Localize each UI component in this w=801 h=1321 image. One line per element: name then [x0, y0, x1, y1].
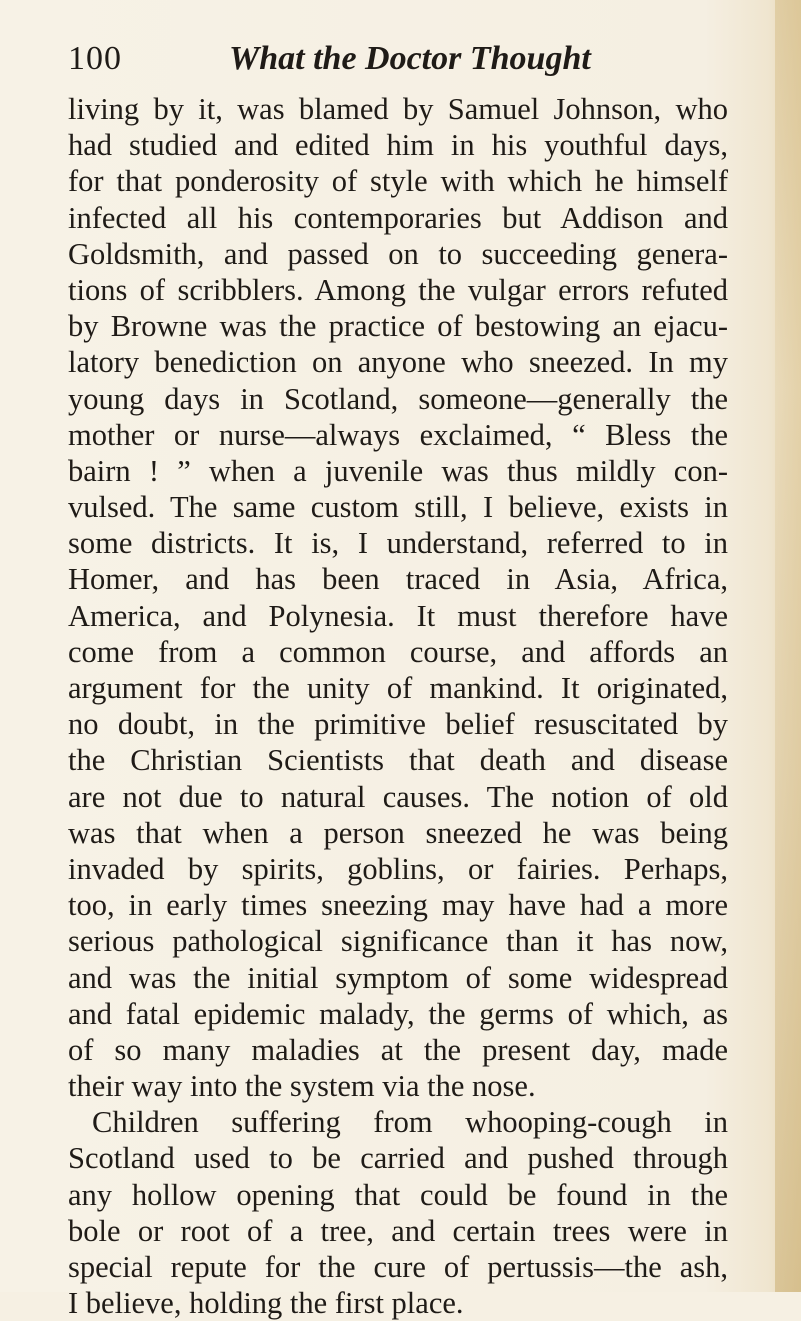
text-line: America, and Polynesia. It must therefore have	[68, 598, 728, 633]
text-line: young days in Scotland, someone—generally the	[68, 381, 728, 416]
paragraph	[68, 1104, 728, 1321]
page-number: 100	[68, 40, 122, 77]
text-line: the Christian Scientists that death and disease	[68, 743, 728, 778]
text-line: had studied and edited him in his youthful days,	[68, 128, 728, 163]
text-line: argument for the unity of mankind. It originated,	[68, 671, 728, 705]
text-line: serious pathological significance than it has now,	[68, 924, 728, 959]
text-line: and was the initial symptom of some widespread	[68, 960, 728, 995]
text-line: Homer, and has been traced in Asia, Africa,	[68, 562, 728, 597]
text-line: mother or nurse—always exclaimed, “ Bless the	[68, 417, 728, 452]
text-line: come from a common course, and affords an	[68, 634, 728, 669]
text-line: tions of scribblers. Among the vulgar errors refuted	[68, 272, 728, 307]
text-line: latory benediction on anyone who sneezed. In my	[68, 345, 728, 380]
text-line: too, in early times sneezing may have had a more	[68, 888, 728, 923]
text-line: bairn ! ” when a juvenile was thus mildly con-	[68, 453, 728, 488]
text-line: some districts. It is, I understand, referred to in	[68, 526, 728, 561]
text-line: living by it, was blamed by Samuel Johnson, who	[68, 92, 728, 126]
body-text	[68, 91, 728, 1321]
text-line: are not due to natural causes. The notion of old	[68, 779, 728, 814]
text-line: Children suffering from whooping-cough in	[92, 1105, 728, 1140]
text-line: bole or root of a tree, and certain trees were in	[68, 1213, 728, 1248]
text-line: any hollow opening that could be found in the	[68, 1177, 728, 1212]
text-line: for that ponderosity of style with which he himself	[68, 164, 728, 199]
text-line: invaded by spirits, goblins, or fairies. Perhaps,	[68, 851, 728, 886]
text-line: their way into the system via the nose.	[68, 1069, 536, 1104]
text-line: and fatal epidemic malady, the germs of which, as	[68, 996, 728, 1031]
text-line: by Browne was the practice of bestowing an ejacu-	[68, 309, 728, 344]
text-line: Goldsmith, and passed on to succeeding genera-	[68, 236, 728, 271]
text-line: no doubt, in the primitive belief resuscitated by	[68, 707, 728, 742]
paragraph	[68, 91, 728, 1104]
text-line: special repute for the cure of pertussis—the ash,	[68, 1250, 728, 1284]
text-line: infected all his contemporaries but Addison and	[68, 200, 728, 235]
text-line: vulsed. The same custom still, I believe, exists in	[68, 490, 728, 525]
text-line: was that when a person sneezed he was being	[68, 815, 728, 850]
page-edge-stain	[775, 0, 801, 1292]
text-line: I believe, holding the first place.	[68, 1286, 464, 1321]
text-line: Scotland used to be carried and pushed through	[68, 1141, 728, 1176]
text-line: of so many maladies at the present day, made	[68, 1032, 728, 1067]
running-title: What the Doctor Thought	[229, 40, 591, 77]
page-header	[68, 36, 628, 86]
